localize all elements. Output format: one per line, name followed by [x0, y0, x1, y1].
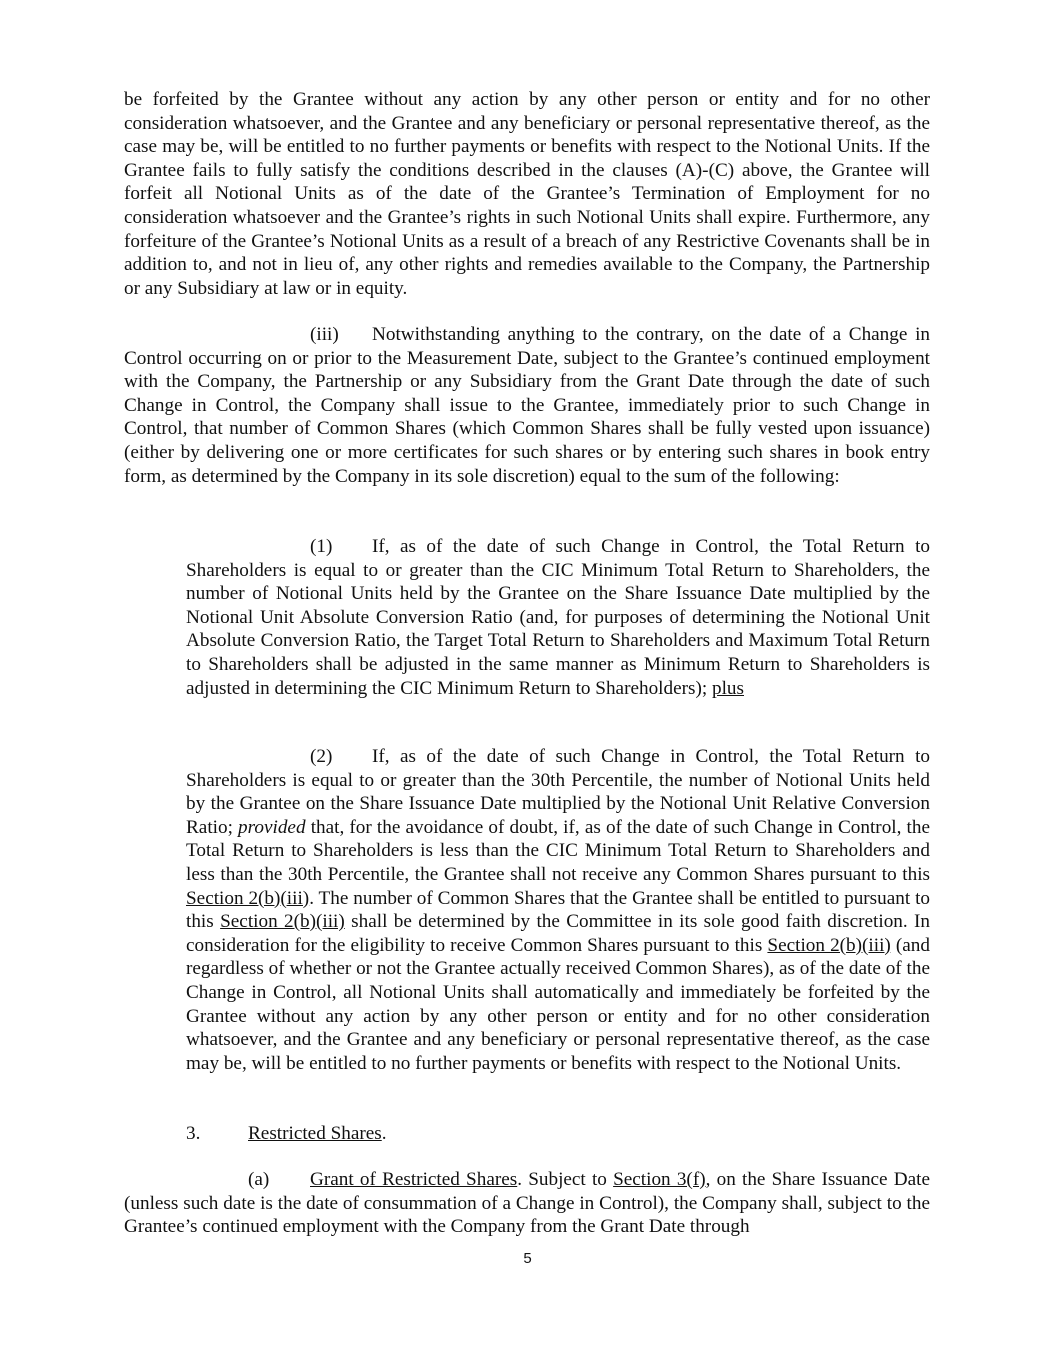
paragraph-a [124, 1168, 930, 1239]
paragraph-text: Notwithstanding anything to the contrary, on the date of a Change in Control occurring on or prior to the Measurement Date, subject to the Grantee’s continued employment with the Company, the Partnership or any Subsidiary from the Grant Date through the date of such Change in Control, the Company shall issue to the Grantee, immediately prior to such Change in Control, that number of Common Shares (which Common Shares shall be fully vested upon issuance) (either by delivering one or more certificates for such shares or by entering such shares in book entry form, as determined by the Company in its sole discretion) equal to the sum of the following: [124, 324, 930, 487]
plus-term: plus [711, 677, 744, 699]
paragraph-marker: (2) [310, 746, 333, 767]
paragraph-text: If, as of the date of such Change in Control, the Total Return to Shareholders is equal to or greater than the CIC Minimum Total Return to Shareholders, the number of Notional Units held by the Grantee on the Share Issuance Date multiplied by the Notional Unit Absolute Conversion Ratio (and, for purposes of determining the Notional Unit Absolute Conversion Ratio, the Target Total Return to Shareholders and Maximum Total Return to Shareholders shall be adjusted in the same manner as Minimum Return to Shareholders is adjusted in determining the CIC Minimum Return to Shareholders); [186, 536, 930, 699]
section-reference: Section 2(b)(iii) [220, 911, 345, 933]
paragraph-text: . Subject to [517, 1169, 607, 1190]
paragraph-forfeiture-continued [124, 88, 930, 300]
paragraph-text: be forfeited by the Grantee without any action by any other person or entity and for no other consideration whatsoever, and the Grantee and any beneficiary or personal representative thereof, as the case may be, will be entitled to no further payments or benefits with respect to the Notional Units. If the Grantee fails to fully satisfy the conditions described in the clauses (A)-(C) above, the Grantee will forfeit all Notional Units as of the date of the Grantee’s Termination of Employment for no consideration whatsoever and the Grantee’s rights in such Notional Units shall expire. Furthermore, any forfeiture of the Grantee’s Notional Units as a result of a breach of any Restrictive Covenants shall be in addition to, and not in lieu of, any other rights and remedies available to the Company, the Partnership or any Subsidiary at law or in equity. [124, 89, 930, 299]
section-reference: Section 3(f) [613, 1169, 706, 1190]
section-title: Restricted Shares [248, 1123, 382, 1144]
provided-term: provided [238, 816, 306, 838]
paragraph-text: , on the Share Issuance Date (unless such date is the date of consummation of a Change in Control), the Company shall, subject to the Grantee’s continued employment with the Company from the Grant Date through [124, 1169, 930, 1238]
section-reference: Section 2(b)(iii) [186, 887, 310, 909]
paragraph-1 [186, 535, 930, 700]
paragraph-marker: (iii) [310, 324, 339, 345]
subsection-title: Grant of Restricted Shares [310, 1169, 518, 1190]
paragraph-text: (and regardless of whether or not the Grantee actually received Common Shares), as of the date of the Change in Control, all Notional Units shall automatically and immediately be forfeited by the Grantee without any action by any other person or entity and for no other consideration whatsoever, and the Grantee and any beneficiary or personal representative thereof, as the case may be, will be entitled to no further payments or benefits with respect to the Notional Units. [186, 934, 930, 1074]
paragraph-marker: (a) [248, 1169, 270, 1190]
paragraph-marker: (1) [310, 536, 333, 557]
paragraph-text: If, as of the date of such Change in Control, the Total Return to Shareholders is equal to or greater than the 30th Percentile, the number of Notional Units held by the Grantee on the Share Issuance Date multiplied by the Notional Unit Relative Conversion Ratio; [186, 746, 930, 838]
section-heading-restricted-shares [186, 1122, 930, 1146]
paragraph-text: shall be determined by the Committee in its sole good faith discretion. In consideration for the eligibility to receive Common Shares pursuant to this [186, 911, 931, 956]
section-reference: Section 2(b)(iii) [767, 934, 891, 956]
paragraph-text: . The number of Common Shares that the Grantee shall be entitled to pursuant to this [186, 887, 931, 933]
section-title-period: . [381, 1123, 387, 1144]
paragraph-text: that, for the avoidance of doubt, if, as of the date of such Change in Control, the Total Return to Shareholders is less than the CIC Minimum Total Return to Shareholders and less than the 30th Percentile, the Grantee shall not receive any Common Shares pursuant to this [186, 816, 930, 885]
paragraph-iii [124, 323, 930, 488]
page-number: 5 [523, 1250, 532, 1267]
paragraph-2 [186, 745, 930, 1075]
section-number: 3. [186, 1123, 201, 1144]
